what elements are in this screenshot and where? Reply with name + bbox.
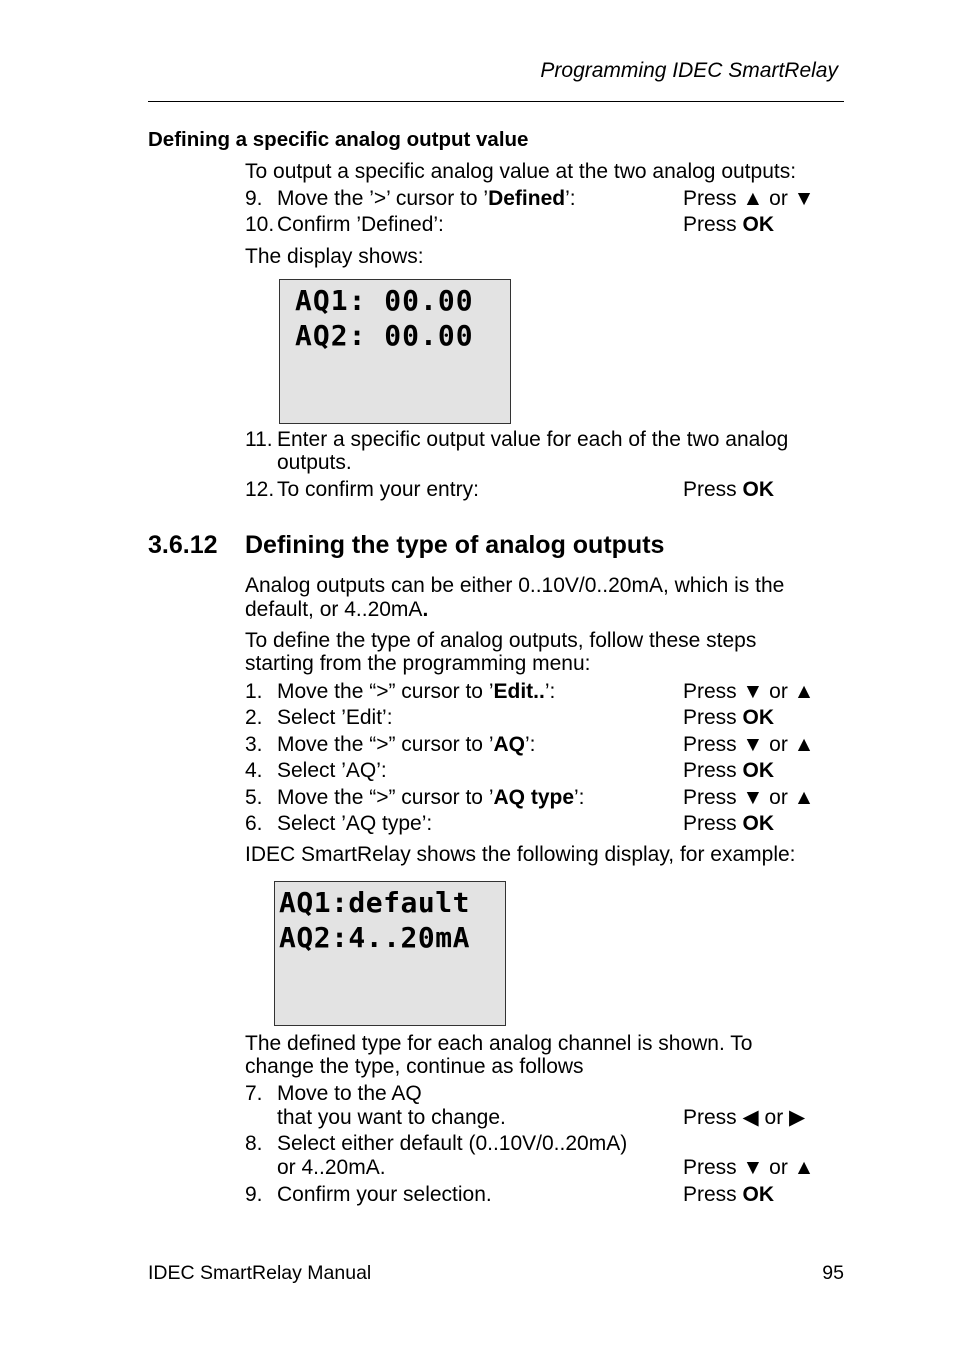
step-10-confirm: [245, 213, 444, 237]
step-10-action: [683, 213, 774, 237]
section-number: 3.6.12: [148, 531, 218, 559]
paragraph-2-line-2: starting from the programming menu:: [245, 652, 591, 675]
press-label: Press: [683, 213, 737, 236]
arrow-keys-icon: ▼ or ▲: [742, 680, 815, 703]
lcd-line-2: AQ2:4..20mA: [279, 921, 470, 954]
paragraph-3-line-2: change the type, continue as follows: [245, 1055, 584, 1078]
display-caption-2: IDEC SmartRelay shows the following display, for example:: [245, 843, 796, 866]
ok-key: OK: [742, 478, 775, 501]
step-3-aq: 3. Move the “>” cursor to ’AQ’:: [245, 733, 536, 756]
step-11-continuation: outputs.: [277, 451, 352, 474]
step-7-action: Press ◀ or ▶: [683, 1106, 806, 1129]
header-rule: [148, 101, 844, 102]
step-number: 12.: [245, 478, 275, 501]
step-text: Confirm ’Defined’:: [277, 213, 444, 236]
step-12-confirm-entry: [245, 478, 479, 502]
step-text: To confirm your entry:: [277, 478, 479, 501]
step-12-action: [683, 478, 774, 502]
step-8-continuation: or 4..20mA.: [277, 1156, 386, 1179]
step-6-action: Press OK: [683, 812, 775, 835]
step-keyword: Defined: [488, 187, 566, 210]
step-9-action: [683, 187, 814, 211]
page-number: 95: [822, 1262, 844, 1284]
running-header: Programming IDEC SmartRelay: [540, 59, 838, 82]
step-number: 11.: [245, 428, 273, 451]
arrow-keys-icon: ▼ or ▲: [742, 733, 815, 756]
step-8-select-type: 8. Select either default (0..10V/0..20mA): [245, 1132, 628, 1155]
paragraph-3-line-1: The defined type for each analog channel is shown. To: [245, 1032, 753, 1055]
ok-key: OK: [742, 759, 775, 782]
step-number: 9.: [245, 187, 263, 210]
ok-key: OK: [742, 213, 775, 236]
step-9-action: Press OK: [683, 1183, 775, 1206]
section-heading: [148, 531, 664, 560]
press-label: Press: [683, 478, 737, 501]
subsection-intro: To output a specific analog value at the two analog outputs:: [245, 160, 797, 183]
step-text: Move the ’>’ cursor to ’: [277, 187, 489, 210]
ok-key: OK: [742, 706, 775, 729]
step-4-select-aq: 4. Select ’AQ’:: [245, 759, 387, 782]
ok-key: OK: [742, 1183, 775, 1206]
step-3-action: Press ▼ or ▲: [683, 733, 815, 756]
step-1-edit: 1. Move the “>” cursor to ’Edit..’:: [245, 680, 556, 703]
step-5-action: Press ▼ or ▲: [683, 786, 815, 809]
lcd-line-1: AQ1:default: [279, 886, 470, 919]
step-text-end: ’:: [565, 187, 576, 210]
paragraph-1-line-1: Analog outputs can be either 0..10V/0..20mA, which is the: [245, 574, 785, 597]
step-5-aq-type: 5. Move the “>” cursor to ’AQ type’:: [245, 786, 585, 809]
step-1-action: Press ▼ or ▲: [683, 680, 815, 703]
step-9-defined: [245, 187, 576, 211]
step-11-enter-value: [245, 428, 788, 452]
step-2-select-edit: 2. Select ’Edit’:: [245, 706, 393, 729]
footer-title: IDEC SmartRelay Manual: [148, 1262, 372, 1284]
lcd-line-1: AQ1: 00.00: [295, 284, 474, 317]
step-7-continuation: that you want to change.: [277, 1106, 506, 1129]
step-number: 10.: [245, 213, 275, 236]
arrow-keys-icon: ▼ or ▲: [742, 786, 815, 809]
arrow-keys-icon: ◀ or ▶: [742, 1106, 806, 1129]
step-7-move-aq: 7. Move to the AQ: [245, 1082, 422, 1105]
lcd-line-2: AQ2: 00.00: [295, 319, 474, 352]
lcd-display-1: [279, 279, 511, 424]
arrow-keys-icon: ▲ or ▼: [742, 187, 815, 210]
step-8-action: Press ▼ or ▲: [683, 1156, 815, 1179]
press-label: Press: [683, 187, 737, 210]
lcd-display-2: [274, 881, 506, 1026]
display-caption-1: The display shows:: [245, 245, 424, 268]
section-title: Defining the type of analog outputs: [245, 531, 665, 559]
step-text: Enter a specific output value for each of the two analog: [277, 428, 789, 451]
step-4-action: Press OK: [683, 759, 775, 782]
arrow-keys-icon: ▼ or ▲: [742, 1156, 815, 1179]
paragraph-2-line-1: To define the type of analog outputs, follow these steps: [245, 629, 757, 652]
step-2-action: Press OK: [683, 706, 775, 729]
step-6-select-aq-type: 6. Select ’AQ type’:: [245, 812, 433, 835]
ok-key: OK: [742, 812, 775, 835]
paragraph-1-line-2: default, or 4..20mA.: [245, 598, 429, 621]
subsection-heading: Defining a specific analog output value: [148, 128, 529, 151]
step-9-confirm-selection: 9. Confirm your selection.: [245, 1183, 492, 1206]
